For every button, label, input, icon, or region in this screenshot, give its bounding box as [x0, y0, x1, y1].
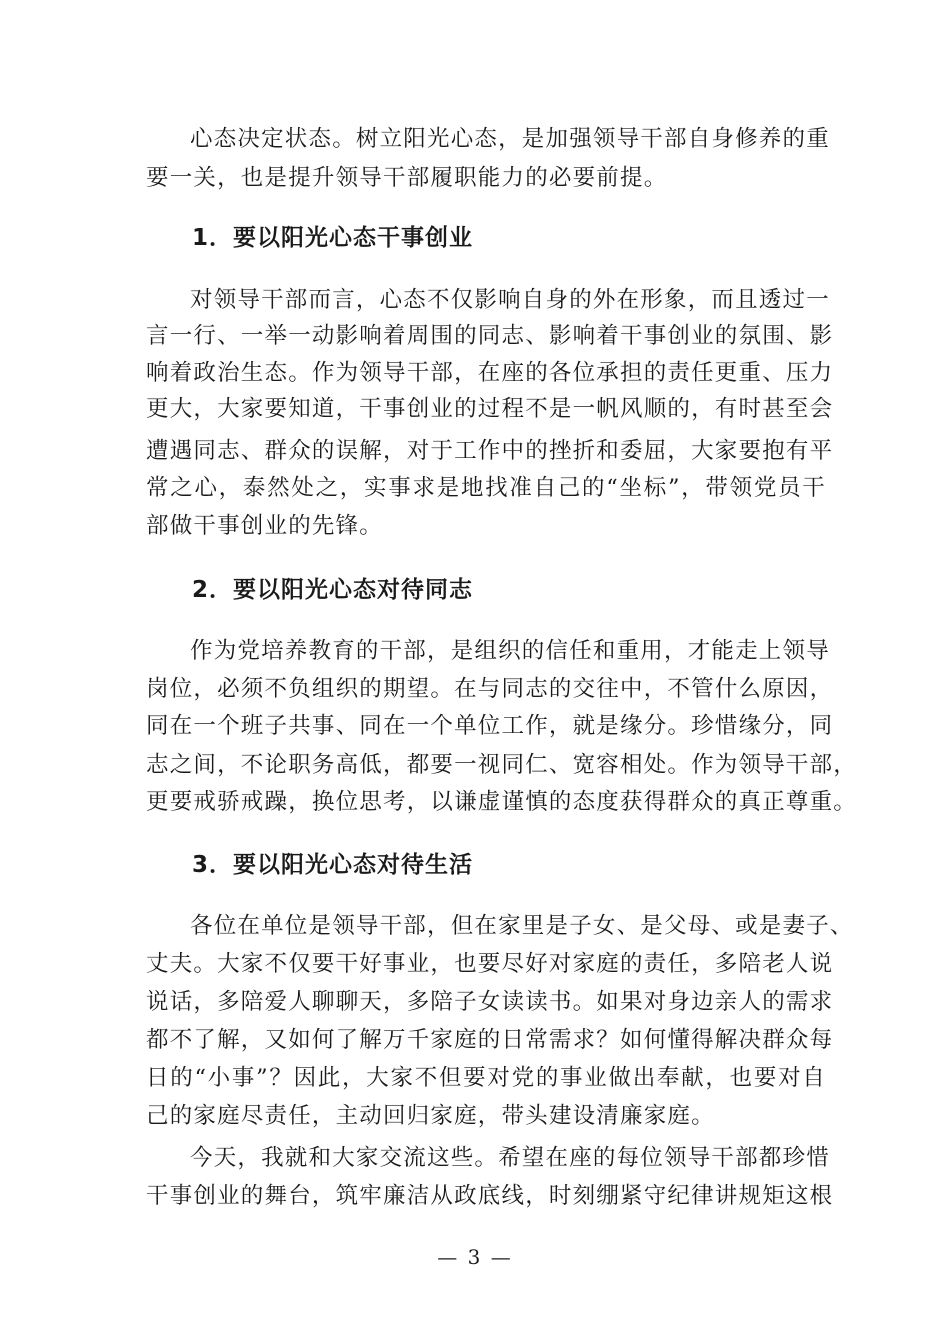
paragraph-line: 作为党培养教育的干部，是组织的信任和重用，才能走上领导 — [190, 638, 830, 664]
paragraph-line: 言一行、一举一动影响着周围的同志、影响着干事创业的氛围、影 — [146, 323, 834, 349]
page-number: — 3 — — [437, 1245, 513, 1269]
closing-line: 干事创业的舞台，筑牢廉洁从政底线，时刻绷紧守纪律讲规矩这根 — [146, 1183, 834, 1209]
paragraph-line: 说话，多陪爱人聊聊天，多陪子女读读书。如果对身边亲人的需求 — [146, 989, 834, 1015]
paragraph-line: 丈夫。大家不仅要干好事业，也要尽好对家庭的责任，多陪老人说 — [146, 951, 834, 977]
section-heading-1: 1．要以阳光心态干事创业 — [192, 225, 474, 251]
paragraph-line: 遭遇同志、群众的误解，对于工作中的挫折和委屈，大家要抱有平 — [146, 438, 834, 464]
paragraph-line: 己的家庭尽责任，主动回归家庭，带头建设清廉家庭。 — [146, 1103, 715, 1129]
section-heading-3: 3．要以阳光心态对待生活 — [192, 852, 474, 878]
paragraph-line: 部做干事创业的先锋。 — [146, 513, 384, 539]
paragraph-line: 志之间，不论职务高低，都要一视同仁、宽容相处。作为领导干部， — [146, 752, 858, 778]
paragraph-line: 更要戒骄戒躁，换位思考，以谦虚谨慎的态度获得群众的真正尊重。 — [146, 789, 858, 815]
paragraph-line: 更大，大家要知道，干事创业的过程不是一帆风顺的，有时甚至会 — [146, 396, 834, 422]
paragraph-line: 同在一个班子共事、同在一个单位工作，就是缘分。珍惜缘分，同 — [146, 713, 834, 739]
paragraph-line: 对领导干部而言，心态不仅影响自身的外在形象，而且透过一 — [190, 287, 830, 313]
intro-line: 心态决定状态。树立阳光心态，是加强领导干部自身修养的重 — [190, 126, 830, 152]
section-heading-2: 2．要以阳光心态对待同志 — [192, 577, 474, 603]
paragraph-line: 都不了解，又如何了解万千家庭的日常需求？如何懂得解决群众每 — [146, 1027, 834, 1053]
paragraph-line: 日的“小事”？因此，大家不但要对党的事业做出奉献，也要对自 — [146, 1065, 826, 1091]
paragraph-line: 常之心，泰然处之，实事求是地找准自己的“坐标”，带领党员干 — [146, 475, 826, 501]
intro-line: 要一关，也是提升领导干部履职能力的必要前提。 — [146, 165, 668, 191]
paragraph-line: 各位在单位是领导干部，但在家里是子女、是父母、或是妻子、 — [190, 913, 854, 939]
paragraph-line: 响着政治生态。作为领导干部，在座的各位承担的责任更重、压力 — [146, 360, 834, 386]
paragraph-line: 岗位，必须不负组织的期望。在与同志的交往中，不管什么原因， — [146, 676, 834, 702]
closing-line: 今天，我就和大家交流这些。希望在座的每位领导干部都珍惜 — [190, 1145, 830, 1171]
